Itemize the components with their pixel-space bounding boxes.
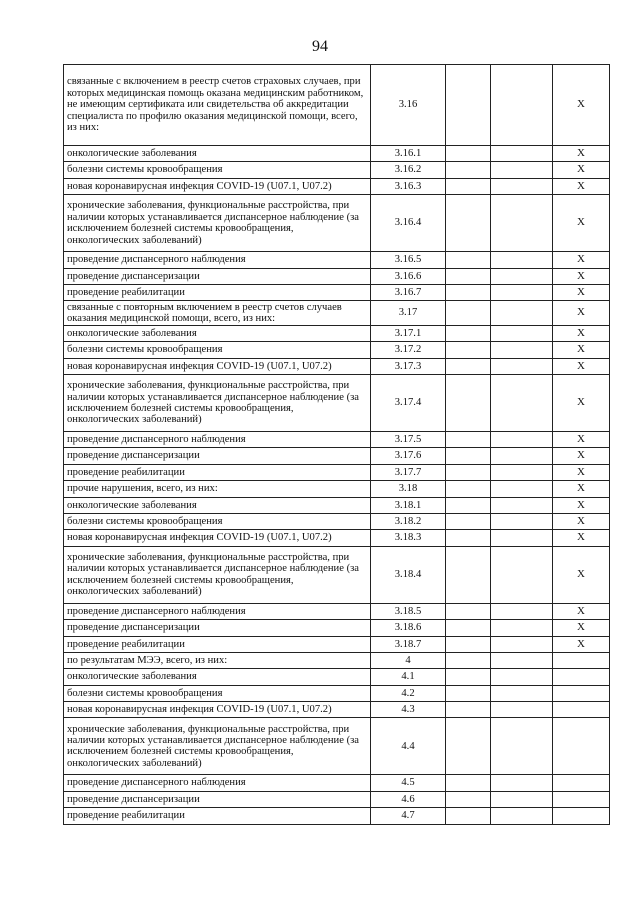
row-column-5-cell — [553, 685, 610, 701]
row-code-cell: 4.3 — [371, 702, 446, 718]
row-column-4-cell — [491, 375, 553, 432]
row-code-cell: 4.7 — [371, 808, 446, 824]
row-column-4-cell — [491, 636, 553, 652]
row-code-cell: 3.17.1 — [371, 325, 446, 341]
table-row — [64, 65, 610, 146]
row-code-cell: 3.17.7 — [371, 464, 446, 480]
row-code-cell: 3.16.4 — [371, 195, 446, 252]
row-column-5-cell — [553, 775, 610, 791]
row-column-5-cell: X — [553, 636, 610, 652]
row-name-cell: проведение диспансерного наблюдения — [64, 775, 371, 791]
row-code-cell: 3.16.5 — [371, 252, 446, 268]
report-table — [63, 64, 610, 825]
table-row — [64, 603, 610, 619]
row-name-cell: связанные с включением в реестр счетов страховых случаев, при которых медицинская помощь оказана медицинским работником, не имеющим сертификата или свидетельства об аккредитации специалиста по профилю оказания медицинской помощи, всего, из них: — [64, 65, 371, 146]
row-column-4-cell — [491, 702, 553, 718]
row-name-cell: проведение реабилитации — [64, 636, 371, 652]
row-code-cell: 3.16.6 — [371, 268, 446, 284]
row-column-4-cell — [491, 481, 553, 497]
row-column-5-cell — [553, 808, 610, 824]
table-row — [64, 284, 610, 300]
row-column-5-cell: X — [553, 268, 610, 284]
row-code-cell: 3.18 — [371, 481, 446, 497]
table-row — [64, 432, 610, 448]
row-name-cell: прочие нарушения, всего, из них: — [64, 481, 371, 497]
row-column-4-cell — [491, 358, 553, 374]
row-column-3-cell — [446, 603, 491, 619]
row-code-cell: 3.16.1 — [371, 146, 446, 162]
row-column-3-cell — [446, 325, 491, 341]
row-column-3-cell — [446, 146, 491, 162]
row-column-3-cell — [446, 685, 491, 701]
row-column-5-cell: X — [553, 178, 610, 194]
table-row — [64, 718, 610, 775]
row-column-4-cell — [491, 685, 553, 701]
table-row — [64, 342, 610, 358]
row-column-4-cell — [491, 546, 553, 603]
row-column-3-cell — [446, 669, 491, 685]
table-row — [64, 375, 610, 432]
row-column-4-cell — [491, 252, 553, 268]
row-column-3-cell — [446, 432, 491, 448]
table-row — [64, 464, 610, 480]
row-column-3-cell — [446, 448, 491, 464]
row-column-4-cell — [491, 342, 553, 358]
table-row — [64, 268, 610, 284]
row-name-cell: проведение реабилитации — [64, 808, 371, 824]
row-name-cell: проведение диспансерного наблюдения — [64, 252, 371, 268]
row-column-3-cell — [446, 808, 491, 824]
row-column-3-cell — [446, 252, 491, 268]
row-code-cell: 3.17 — [371, 301, 446, 326]
row-column-4-cell — [491, 432, 553, 448]
row-code-cell: 4.4 — [371, 718, 446, 775]
table-row — [64, 808, 610, 824]
row-column-4-cell — [491, 497, 553, 513]
row-column-5-cell: X — [553, 481, 610, 497]
row-column-3-cell — [446, 358, 491, 374]
table-row — [64, 195, 610, 252]
row-code-cell: 3.18.4 — [371, 546, 446, 603]
table-row — [64, 791, 610, 807]
row-column-5-cell: X — [553, 513, 610, 529]
row-name-cell: проведение реабилитации — [64, 464, 371, 480]
row-name-cell: новая коронавирусная инфекция COVID-19 (U07.1, U07.2) — [64, 358, 371, 374]
row-column-4-cell — [491, 162, 553, 178]
row-column-5-cell: X — [553, 301, 610, 326]
row-name-cell: проведение реабилитации — [64, 284, 371, 300]
row-column-4-cell — [491, 791, 553, 807]
table-row — [64, 448, 610, 464]
row-column-4-cell — [491, 195, 553, 252]
row-column-3-cell — [446, 652, 491, 668]
row-code-cell: 3.18.6 — [371, 620, 446, 636]
row-code-cell: 4.1 — [371, 669, 446, 685]
row-name-cell: проведение диспансеризации — [64, 448, 371, 464]
row-column-4-cell — [491, 268, 553, 284]
row-name-cell: проведение диспансерного наблюдения — [64, 432, 371, 448]
row-name-cell: онкологические заболевания — [64, 325, 371, 341]
row-column-3-cell — [446, 464, 491, 480]
row-code-cell: 3.16.7 — [371, 284, 446, 300]
row-column-4-cell — [491, 301, 553, 326]
row-column-5-cell: X — [553, 375, 610, 432]
row-column-3-cell — [446, 546, 491, 603]
row-name-cell: проведение диспансеризации — [64, 791, 371, 807]
row-name-cell: проведение диспансеризации — [64, 268, 371, 284]
row-column-5-cell: X — [553, 620, 610, 636]
row-column-5-cell — [553, 718, 610, 775]
row-column-4-cell — [491, 513, 553, 529]
row-name-cell: по результатам МЭЭ, всего, из них: — [64, 652, 371, 668]
row-code-cell: 4.2 — [371, 685, 446, 701]
row-column-5-cell: X — [553, 448, 610, 464]
row-column-3-cell — [446, 702, 491, 718]
row-column-3-cell — [446, 284, 491, 300]
row-name-cell: новая коронавирусная инфекция COVID-19 (U07.1, U07.2) — [64, 178, 371, 194]
table-row — [64, 652, 610, 668]
row-column-5-cell: X — [553, 464, 610, 480]
row-column-5-cell: X — [553, 546, 610, 603]
row-code-cell: 4 — [371, 652, 446, 668]
row-column-4-cell — [491, 530, 553, 546]
row-column-3-cell — [446, 162, 491, 178]
row-code-cell: 4.5 — [371, 775, 446, 791]
row-column-3-cell — [446, 65, 491, 146]
row-name-cell: хронические заболевания, функциональные расстройства, при наличии которых устанавливается диспансерное наблюдение (за исключением болезней системы кровообращения, онкологических заболеваний) — [64, 195, 371, 252]
row-code-cell: 4.6 — [371, 791, 446, 807]
row-name-cell: хронические заболевания, функциональные расстройства, при наличии которых устанавливается диспансерное наблюдение (за исключением болезней системы кровообращения, онкологических заболеваний) — [64, 546, 371, 603]
row-column-3-cell — [446, 178, 491, 194]
row-column-5-cell: X — [553, 195, 610, 252]
table-row — [64, 620, 610, 636]
row-column-5-cell — [553, 652, 610, 668]
row-name-cell: болезни системы кровообращения — [64, 685, 371, 701]
row-code-cell: 3.16 — [371, 65, 446, 146]
row-column-5-cell: X — [553, 497, 610, 513]
page-number: 94 — [312, 38, 328, 55]
table-row — [64, 702, 610, 718]
row-name-cell: проведение диспансерного наблюдения — [64, 603, 371, 619]
row-column-4-cell — [491, 603, 553, 619]
row-name-cell: онкологические заболевания — [64, 669, 371, 685]
row-column-4-cell — [491, 775, 553, 791]
row-code-cell: 3.17.2 — [371, 342, 446, 358]
row-column-5-cell: X — [553, 325, 610, 341]
table-row — [64, 530, 610, 546]
row-code-cell: 3.17.5 — [371, 432, 446, 448]
row-column-5-cell — [553, 702, 610, 718]
row-column-5-cell — [553, 669, 610, 685]
row-column-5-cell: X — [553, 530, 610, 546]
row-code-cell: 3.18.5 — [371, 603, 446, 619]
row-column-5-cell: X — [553, 252, 610, 268]
row-name-cell: хронические заболевания, функциональные расстройства, при наличии которых устанавливается диспансерное наблюдение (за исключением болезней системы кровообращения, онкологических заболеваний) — [64, 375, 371, 432]
row-column-4-cell — [491, 65, 553, 146]
table-row — [64, 178, 610, 194]
row-column-5-cell: X — [553, 432, 610, 448]
row-column-4-cell — [491, 620, 553, 636]
table-row — [64, 325, 610, 341]
row-column-3-cell — [446, 497, 491, 513]
row-column-3-cell — [446, 513, 491, 529]
row-code-cell: 3.18.1 — [371, 497, 446, 513]
table-row — [64, 669, 610, 685]
row-code-cell: 3.17.4 — [371, 375, 446, 432]
row-column-3-cell — [446, 620, 491, 636]
row-column-3-cell — [446, 301, 491, 326]
row-column-5-cell: X — [553, 603, 610, 619]
row-column-3-cell — [446, 481, 491, 497]
table-row — [64, 252, 610, 268]
table-row — [64, 497, 610, 513]
row-code-cell: 3.16.2 — [371, 162, 446, 178]
row-code-cell: 3.18.2 — [371, 513, 446, 529]
row-column-5-cell: X — [553, 162, 610, 178]
table-row — [64, 685, 610, 701]
row-column-4-cell — [491, 448, 553, 464]
row-column-4-cell — [491, 808, 553, 824]
row-column-3-cell — [446, 718, 491, 775]
row-name-cell: новая коронавирусная инфекция COVID-19 (U07.1, U07.2) — [64, 530, 371, 546]
row-code-cell: 3.18.3 — [371, 530, 446, 546]
table-row — [64, 481, 610, 497]
row-column-3-cell — [446, 791, 491, 807]
table-row — [64, 636, 610, 652]
row-column-5-cell: X — [553, 342, 610, 358]
row-column-5-cell: X — [553, 358, 610, 374]
row-name-cell: хронические заболевания, функциональные расстройства, при наличии которых устанавливается диспансерное наблюдение (за исключением болезней системы кровообращения, онкологических заболеваний) — [64, 718, 371, 775]
report-table-body — [64, 65, 610, 825]
row-column-4-cell — [491, 669, 553, 685]
table-row — [64, 162, 610, 178]
row-code-cell: 3.17.3 — [371, 358, 446, 374]
table-row — [64, 146, 610, 162]
row-name-cell: онкологические заболевания — [64, 146, 371, 162]
row-column-4-cell — [491, 146, 553, 162]
row-name-cell: болезни системы кровообращения — [64, 162, 371, 178]
row-column-3-cell — [446, 530, 491, 546]
row-column-5-cell: X — [553, 284, 610, 300]
row-column-5-cell — [553, 791, 610, 807]
row-column-3-cell — [446, 195, 491, 252]
row-column-3-cell — [446, 268, 491, 284]
row-column-3-cell — [446, 375, 491, 432]
row-column-4-cell — [491, 464, 553, 480]
row-name-cell: онкологические заболевания — [64, 497, 371, 513]
table-row — [64, 513, 610, 529]
row-column-4-cell — [491, 284, 553, 300]
row-column-4-cell — [491, 652, 553, 668]
row-code-cell: 3.17.6 — [371, 448, 446, 464]
row-column-5-cell: X — [553, 146, 610, 162]
table-row — [64, 358, 610, 374]
table-row — [64, 301, 610, 326]
row-name-cell: новая коронавирусная инфекция COVID-19 (U07.1, U07.2) — [64, 702, 371, 718]
row-column-5-cell: X — [553, 65, 610, 146]
row-name-cell: болезни системы кровообращения — [64, 513, 371, 529]
row-column-4-cell — [491, 325, 553, 341]
table-row — [64, 546, 610, 603]
row-column-4-cell — [491, 178, 553, 194]
row-code-cell: 3.16.3 — [371, 178, 446, 194]
table-row — [64, 775, 610, 791]
row-name-cell: связанные с повторным включением в реестр счетов случаев оказания медицинской помощи, всего, из них: — [64, 301, 371, 326]
row-code-cell: 3.18.7 — [371, 636, 446, 652]
row-name-cell: проведение диспансеризации — [64, 620, 371, 636]
row-column-4-cell — [491, 718, 553, 775]
row-name-cell: болезни системы кровообращения — [64, 342, 371, 358]
row-column-3-cell — [446, 775, 491, 791]
row-column-3-cell — [446, 636, 491, 652]
row-column-3-cell — [446, 342, 491, 358]
